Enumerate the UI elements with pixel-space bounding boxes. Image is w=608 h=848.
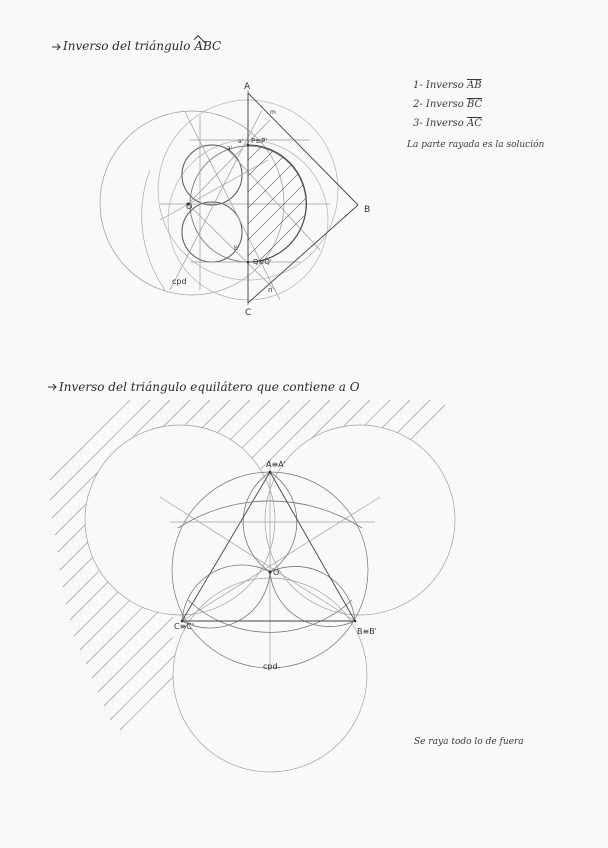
label2-O: O — [273, 568, 280, 577]
label-bp: b' — [234, 245, 240, 252]
section1-title-text: Inverso del triángulo — [63, 39, 191, 53]
item-2-label: 2- Inverso — [413, 99, 464, 110]
label2-C: C≡C' — [174, 622, 195, 631]
label2-cpd: cpd — [263, 662, 278, 671]
label-C: C — [245, 308, 252, 318]
label-psp: P≡P' — [251, 137, 268, 145]
section1-item-2 — [413, 99, 482, 110]
label-ap2: a' — [238, 138, 244, 145]
label-B: B — [364, 205, 371, 215]
item-3-label: 3- Inverso — [413, 118, 464, 129]
item-2-arc: $\overline{BC}$ — [467, 99, 483, 110]
label-n: n — [268, 286, 273, 294]
item-1-arc: $\overline{AB}$ — [467, 80, 482, 91]
section2-title: Inverso del triángulo equilátero que contiene a O — [59, 380, 360, 394]
label-qq: Q≡Q' — [253, 258, 272, 266]
label-ap: a' — [227, 145, 233, 152]
section1-item-1 — [413, 80, 482, 91]
label2-A: A≡A' — [266, 460, 286, 469]
section1-title — [63, 39, 221, 53]
section2-note: Se raya todo lo de fuera — [414, 737, 524, 747]
label-m: m — [270, 109, 276, 116]
item-3-arc: $\overline{AC}$ — [467, 118, 482, 129]
label-O: O — [186, 202, 193, 211]
label2-B: B≡B' — [357, 627, 377, 636]
section1-item-3 — [413, 118, 482, 129]
section1-note: La parte rayada es la solución — [407, 140, 545, 150]
label-cpd: cpd — [172, 277, 187, 286]
label-A: A — [244, 82, 251, 92]
item-1-label: 1- Inverso — [413, 80, 464, 91]
section1-title-math: ABC — [194, 39, 222, 53]
